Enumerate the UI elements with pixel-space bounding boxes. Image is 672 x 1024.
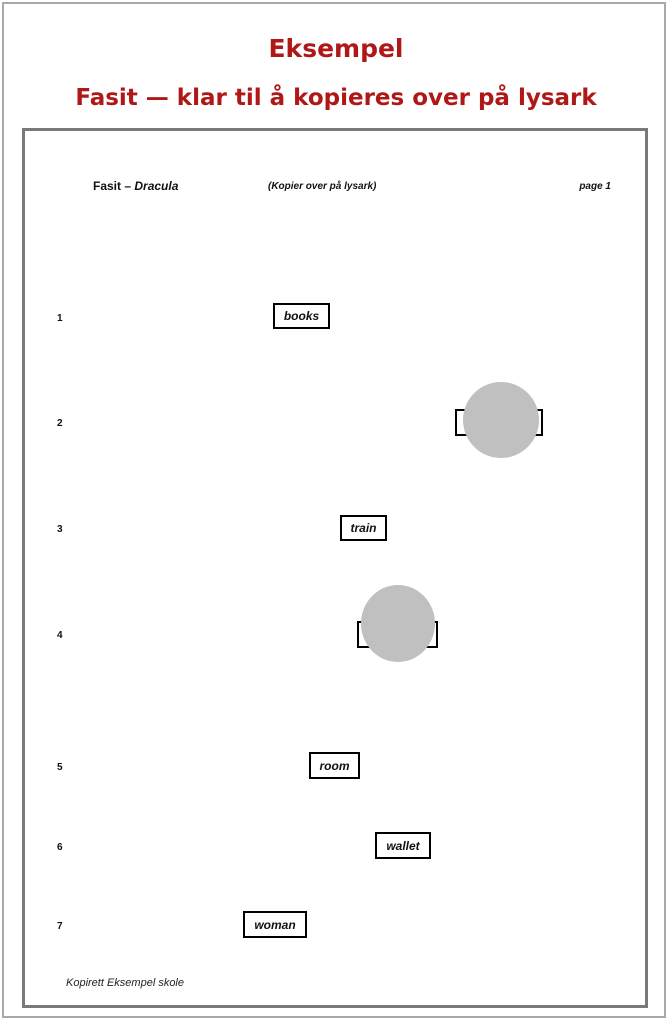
answer-box-1: books [273, 303, 330, 329]
row-number-2: 2 [57, 418, 63, 429]
answer-box-3: train [340, 515, 387, 541]
page-number: page 1 [579, 181, 611, 192]
sheet-instruction: (Kopier over på lysark) [268, 181, 377, 192]
answer-box-5: room [309, 752, 360, 779]
row-number-4: 4 [57, 630, 63, 641]
row-number-3: 3 [57, 524, 63, 535]
answer-box-7: woman [243, 911, 307, 938]
redaction-circle-4 [361, 585, 435, 662]
page-subtitle: Fasit — klar til å kopieres over på lysark [75, 85, 597, 111]
copyright-footer: Kopirett Eksempel skole [66, 977, 184, 989]
redaction-circle-2 [463, 382, 539, 458]
row-number-7: 7 [57, 921, 63, 932]
sheet-title-prefix: Fasit – [93, 179, 135, 193]
sheet-title-book: Dracula [134, 179, 179, 193]
row-number-5: 5 [57, 762, 63, 773]
row-number-1: 1 [57, 313, 63, 324]
row-number-6: 6 [57, 842, 63, 853]
answer-sheet [22, 128, 648, 1008]
page-title: Eksempel [268, 34, 404, 63]
sheet-title [93, 179, 178, 193]
answer-box-6: wallet [375, 832, 431, 859]
